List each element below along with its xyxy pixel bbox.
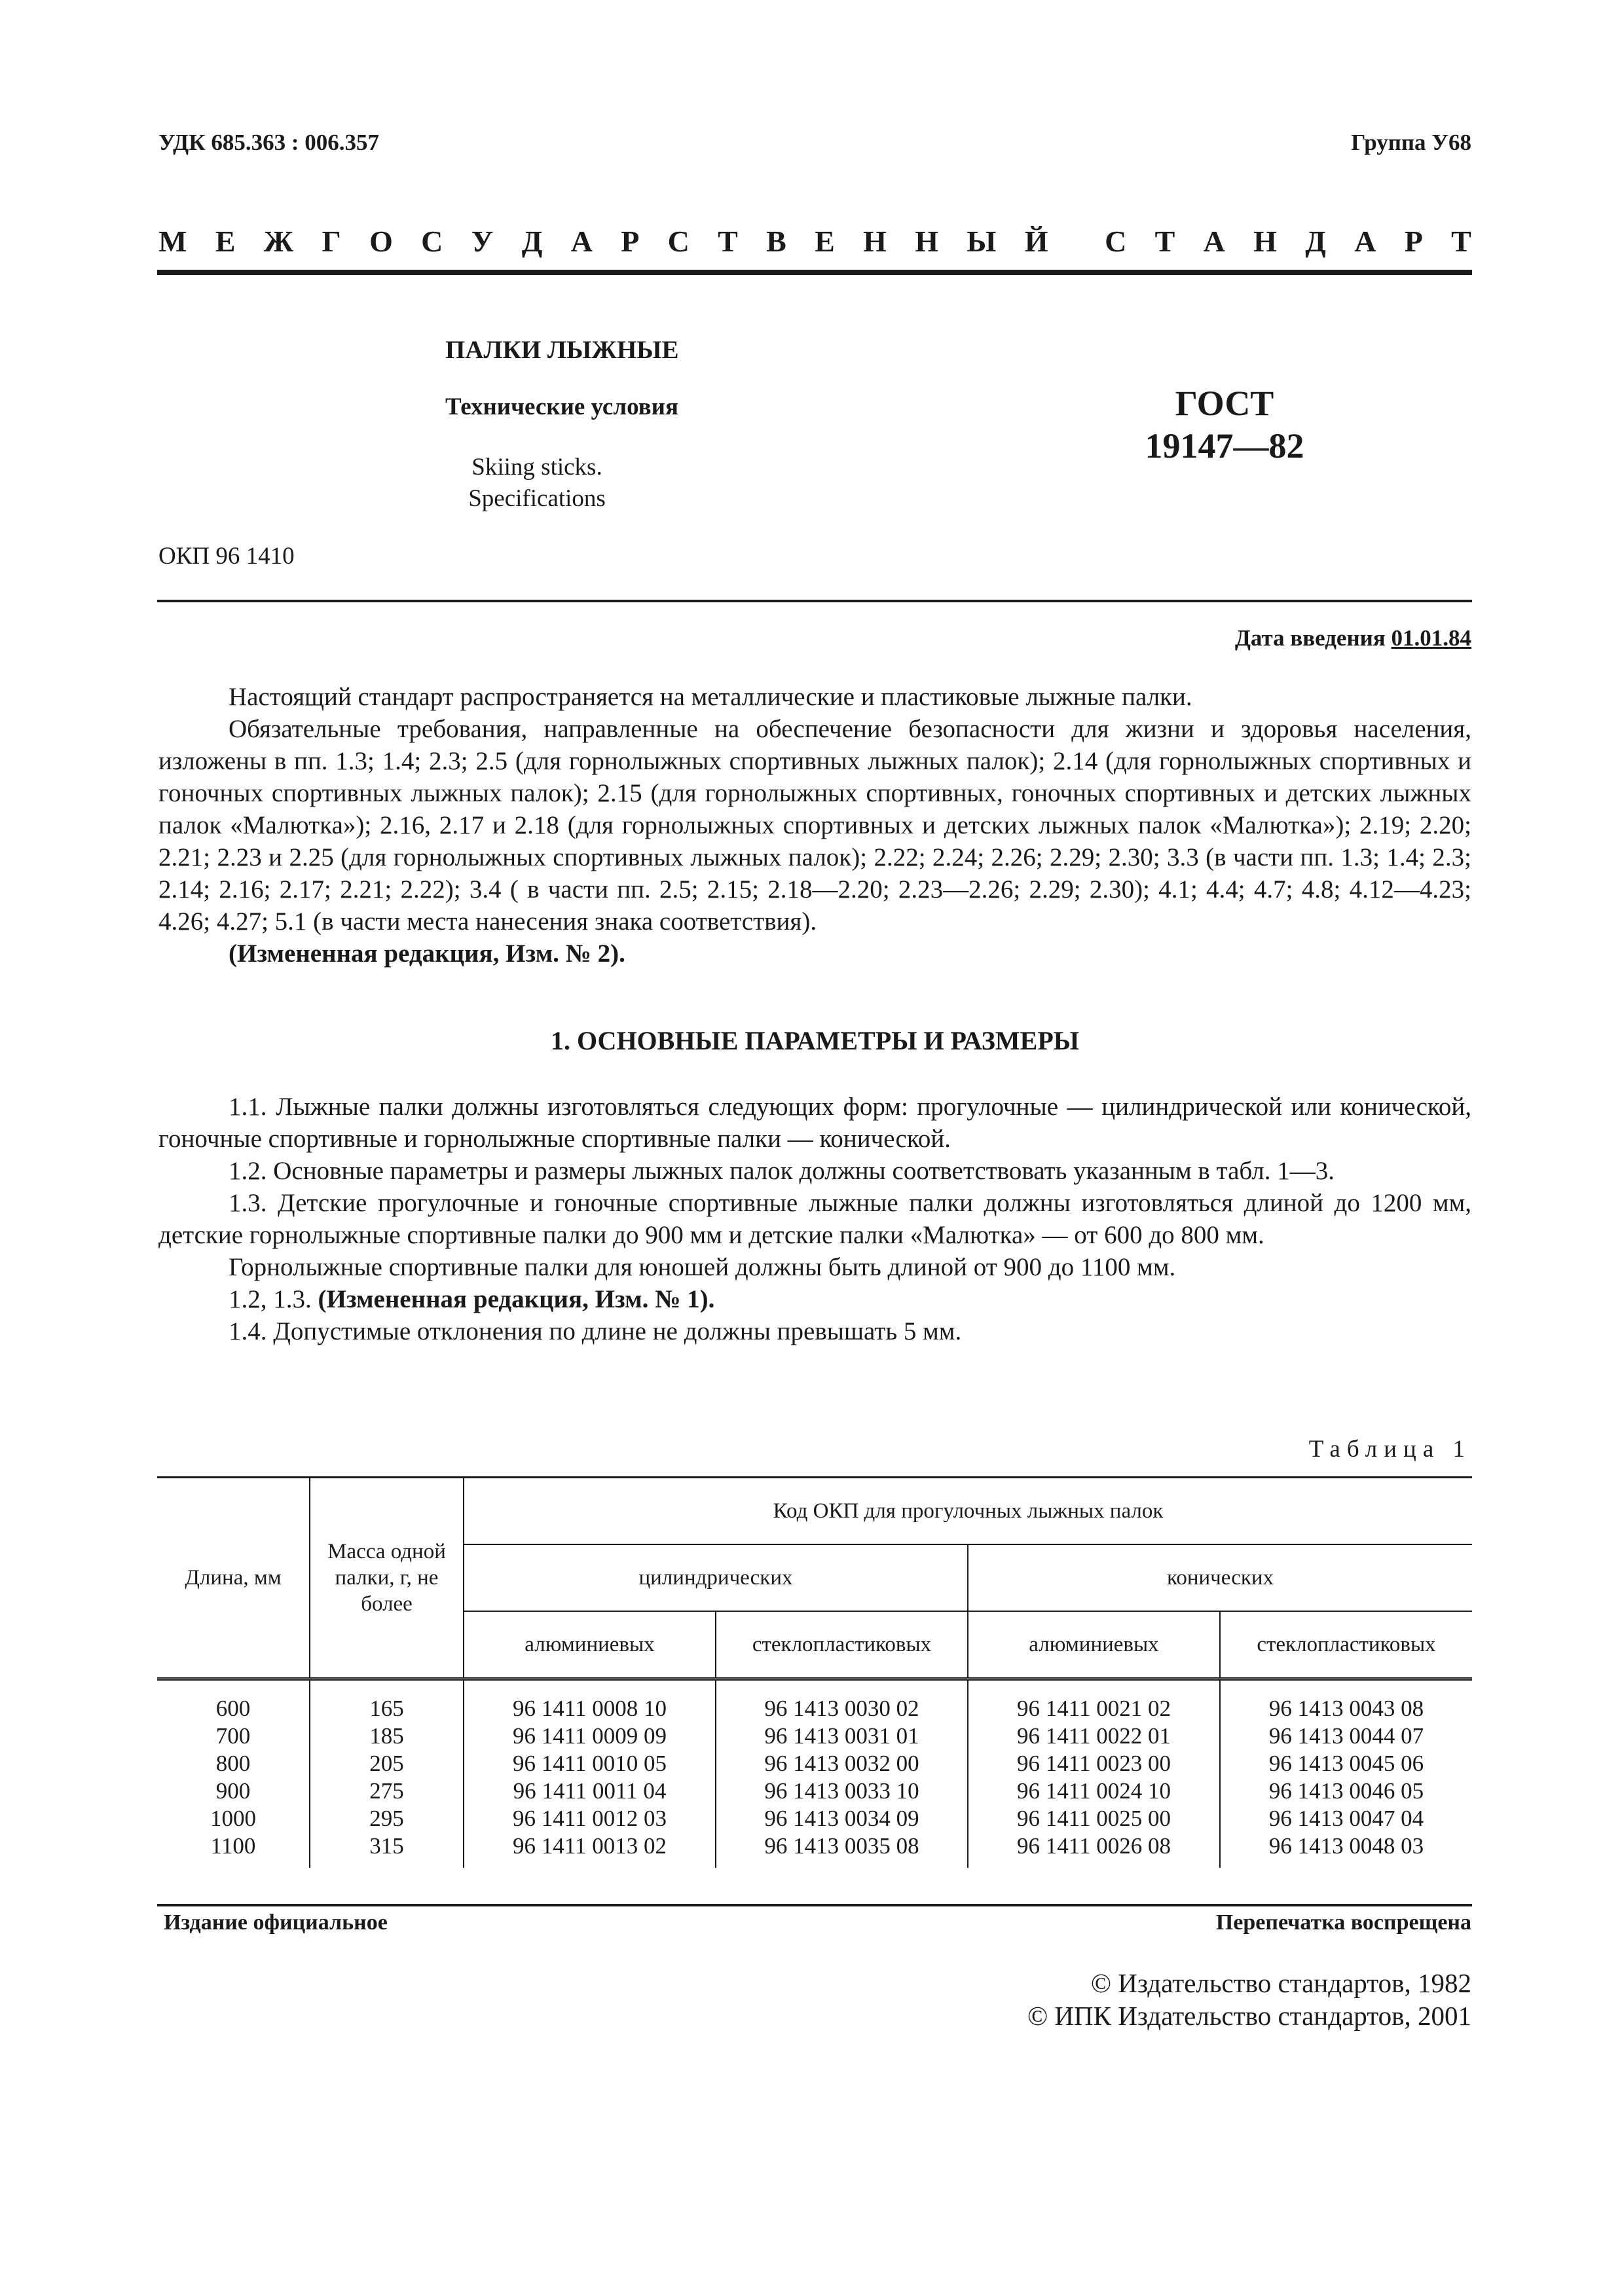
table-cell: 800 bbox=[215, 1751, 251, 1776]
table-cell: 275 bbox=[310, 1777, 464, 1805]
header-length: Длина, мм bbox=[157, 1478, 310, 1679]
table-cell: 96 1413 0034 09 bbox=[716, 1805, 968, 1832]
date-value: 01.01.84 bbox=[1391, 625, 1471, 651]
banner-letter: Н bbox=[915, 225, 938, 258]
udk-code: УДК 685.363 : 006.357 bbox=[158, 130, 380, 155]
clause-1-1: 1.1. Лыжные палки должны изготовляться следующих форм: прогулочные — цилиндрической или конической, гоночные спортивные и горнолыжные спортивные палки — конической. bbox=[158, 1093, 1471, 1153]
header-aluminium-cyl: алюминиевых bbox=[464, 1611, 716, 1679]
english-title-line-2: Specifications bbox=[468, 485, 606, 512]
table-cell: 96 1413 0031 01 bbox=[716, 1722, 968, 1750]
banner-letter: О bbox=[369, 225, 393, 258]
gost-label: ГОСТ bbox=[1175, 384, 1274, 423]
table-cell: 96 1413 0048 03 bbox=[1220, 1832, 1472, 1868]
banner-letter: Р bbox=[621, 225, 640, 258]
intro-paragraph-2: Обязательные требования, направленные на обеспечение безопасности для жизни и здоровья населения, изложены в пп. 1.3; 1.4; 2.3; 2.5 (для горнолыжных спортивных лыжных палок); 2.14 (для горнолыжных спортивных и гоночных спортивных лыжных палок); 2.15 (для горнолыжных спортивных, гоночных спортивных и детских лыжных палок «Малютка»); 2.16, 2.17 и 2.18 (для горнолыжных спортивных и детских лыжных палок «Малютка»); 2.19; 2.20; 2.21; 2.23 и 2.25 (для горнолыжных спортивных лыжных палок); 2.22; 2.24; 2.26; 2.29; 2.30; 3.3 (в части пп. 1.3; 1.4; 2.3; 2.14; 2.16; 2.17; 2.21; 2.22); 3.4 ( в части пп. 2.5; 2.15; 2.18—2.20; 2.23—2.26; 2.29; 2.30); 4.1; 4.4; 4.7; 4.8; 4.12—4.23; 4.26; 4.27; 5.1 (в части места нанесения знака соответствия). bbox=[158, 715, 1471, 936]
clause-1-4: 1.4. Допустимые отклонения по длине не должны превышать 5 мм. bbox=[229, 1317, 962, 1345]
introduction-date bbox=[1235, 625, 1471, 651]
table-cell: 96 1411 0012 03 bbox=[464, 1805, 716, 1832]
banner-letter: А bbox=[1354, 225, 1376, 258]
banner-letter: Е bbox=[815, 225, 835, 258]
table-row bbox=[157, 1805, 1472, 1832]
header-fiberglass-cyl: стеклопластиковых bbox=[716, 1611, 968, 1679]
date-label: Дата введения bbox=[1234, 625, 1386, 651]
clause-1-2: 1.2. Основные параметры и размеры лыжных палок должны соответствовать указанным в табл. 1—3. bbox=[229, 1157, 1335, 1185]
table-cell: 96 1413 0047 04 bbox=[1220, 1805, 1472, 1832]
document-subtitle: Технические условия bbox=[445, 393, 678, 420]
banner-letter: С bbox=[1105, 225, 1127, 258]
table-cell: 165 bbox=[310, 1679, 464, 1723]
table-cell: 96 1411 0022 01 bbox=[968, 1722, 1220, 1750]
table-row bbox=[157, 1832, 1472, 1868]
table-cell: 96 1411 0026 08 bbox=[968, 1832, 1220, 1868]
gost-number: 19147—82 bbox=[1145, 426, 1304, 465]
banner-letter: А bbox=[570, 225, 593, 258]
banner-letter: Т bbox=[1451, 225, 1471, 258]
header-fiberglass-con: стеклопластиковых bbox=[1220, 1611, 1472, 1679]
table-row bbox=[157, 1679, 1472, 1723]
banner-letter: Т bbox=[1154, 225, 1175, 258]
table-cell: 185 bbox=[310, 1722, 464, 1750]
table-cell: 900 bbox=[215, 1778, 251, 1804]
section-1-clauses bbox=[158, 1091, 1471, 1347]
table-cell: 96 1411 0021 02 bbox=[968, 1679, 1220, 1723]
table-cell: 96 1411 0025 00 bbox=[968, 1805, 1220, 1832]
banner-letter: Д bbox=[1305, 225, 1326, 258]
header-conical: конических bbox=[968, 1544, 1472, 1611]
table-cell: 96 1413 0032 00 bbox=[716, 1750, 968, 1777]
table-cell: 205 bbox=[310, 1750, 464, 1777]
english-title-line-1: Skiing sticks. bbox=[471, 454, 602, 481]
table-cell: 96 1411 0011 04 bbox=[464, 1777, 716, 1805]
table-cell: 315 bbox=[310, 1832, 464, 1868]
banner-letter: С bbox=[421, 225, 443, 258]
banner-letter: С bbox=[667, 225, 690, 258]
banner-letter: Т bbox=[718, 225, 738, 258]
table-cell: 600 bbox=[215, 1696, 251, 1721]
copyright-2001: © ИПК Издательство стандартов, 2001 bbox=[1027, 2001, 1471, 2031]
banner-letter: Е bbox=[215, 225, 236, 258]
banner-letter: Г bbox=[322, 225, 341, 258]
footer-rule bbox=[157, 1904, 1472, 1906]
banner-letter: Р bbox=[1404, 225, 1423, 258]
table-cell: 96 1411 0010 05 bbox=[464, 1750, 716, 1777]
table-body bbox=[157, 1679, 1472, 1868]
header-cylindrical: цилиндрических bbox=[464, 1544, 968, 1611]
table-cell: 96 1413 0033 10 bbox=[716, 1777, 968, 1805]
banner-letter: Н bbox=[863, 225, 887, 258]
table-cell: 96 1411 0023 00 bbox=[968, 1750, 1220, 1777]
table-cell: 96 1413 0046 05 bbox=[1220, 1777, 1472, 1805]
table-cell: 96 1413 0044 07 bbox=[1220, 1722, 1472, 1750]
header-aluminium-con: алюминиевых bbox=[968, 1611, 1220, 1679]
official-edition: Издание официальное bbox=[164, 1910, 388, 1935]
banner-letter: Ж bbox=[263, 225, 294, 258]
table-cell: 96 1411 0013 02 bbox=[464, 1832, 716, 1868]
intro-paragraph-1: Настоящий стандарт распространяется на металлические и пластиковые лыжные палки. bbox=[229, 683, 1192, 711]
clause-1-3: 1.3. Детские прогулочные и гоночные спортивные лыжные палки должны изготовляться длиной до 1200 мм, детские горнолыжные спортивные палки до 900 мм и детские палки «Малютка» — от 600 до 800 мм. bbox=[158, 1189, 1471, 1249]
okp-code: ОКП 96 1410 bbox=[158, 543, 295, 570]
amendment-note-1-prefix: 1.2, 1.3. bbox=[229, 1285, 312, 1313]
table-cell: 96 1413 0043 08 bbox=[1220, 1679, 1472, 1723]
table-cell: 1000 bbox=[210, 1806, 256, 1831]
group-code: Группа У68 bbox=[1351, 130, 1471, 155]
header-okp-code: Код ОКП для прогулочных лыжных палок bbox=[464, 1478, 1472, 1545]
table-cell: 295 bbox=[310, 1805, 464, 1832]
clause-1-3-youth: Горнолыжные спортивные палки для юношей должны быть длиной от 900 до 1100 мм. bbox=[229, 1253, 1176, 1281]
table-cell: 96 1411 0024 10 bbox=[968, 1777, 1220, 1805]
table-cell: 1100 bbox=[210, 1833, 256, 1859]
table-row bbox=[157, 1722, 1472, 1750]
banner-letter: Й bbox=[1024, 225, 1048, 258]
section-1-heading: 1. ОСНОВНЫЕ ПАРАМЕТРЫ И РАЗМЕРЫ bbox=[550, 1026, 1080, 1055]
table-cell: 96 1413 0035 08 bbox=[716, 1832, 968, 1868]
banner-letter: В bbox=[766, 225, 786, 258]
table-caption: Таблица 1 bbox=[1308, 1436, 1471, 1463]
amendment-note-2: (Измененная редакция, Изм. № 2). bbox=[229, 939, 625, 968]
table-row bbox=[157, 1750, 1472, 1777]
amendment-note-1-text: (Измененная редакция, Изм. № 1). bbox=[318, 1285, 715, 1313]
document-title: ПАЛКИ ЛЫЖНЫЕ bbox=[445, 336, 679, 364]
table-cell: 96 1411 0009 09 bbox=[464, 1722, 716, 1750]
banner-letter: М bbox=[158, 225, 187, 258]
banner-letter: Н bbox=[1253, 225, 1277, 258]
okp-code-table bbox=[157, 1476, 1472, 1868]
banner-letter: А bbox=[1203, 225, 1225, 258]
banner-letter: Д bbox=[521, 225, 543, 258]
amendment-note-1 bbox=[158, 1283, 1471, 1315]
table-row bbox=[157, 1777, 1472, 1805]
title-rule bbox=[157, 600, 1472, 602]
table-cell: 96 1413 0030 02 bbox=[716, 1679, 968, 1723]
table-cell: 700 bbox=[215, 1723, 251, 1749]
table-cell: 96 1413 0045 06 bbox=[1220, 1750, 1472, 1777]
standard-banner bbox=[158, 224, 1471, 259]
top-rule bbox=[157, 270, 1472, 275]
banner-letter: У bbox=[471, 225, 494, 258]
copyright-1982: © Издательство стандартов, 1982 bbox=[1090, 1968, 1471, 1998]
reprint-prohibited: Перепечатка воспрещена bbox=[1215, 1910, 1471, 1935]
table-cell: 96 1411 0008 10 bbox=[464, 1679, 716, 1723]
banner-letter: Ы bbox=[967, 225, 997, 258]
header-mass: Масса одной палки, г, не более bbox=[310, 1478, 464, 1679]
intro-block bbox=[158, 681, 1471, 970]
